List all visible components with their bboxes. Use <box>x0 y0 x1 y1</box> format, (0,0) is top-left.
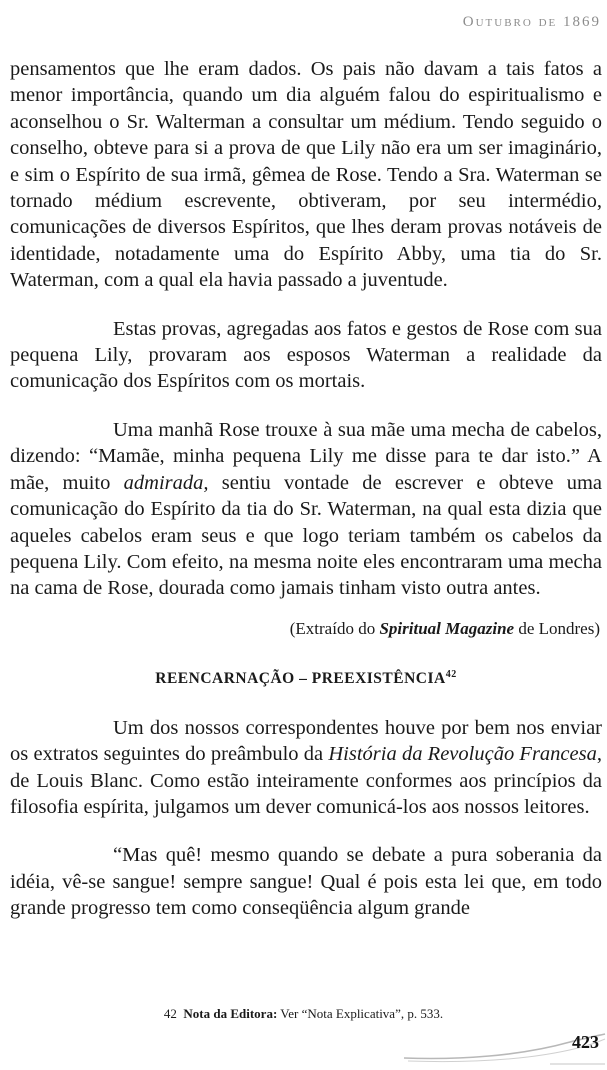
paragraph-quote: “Mas quê! mesmo quando se debate a pura soberania da idéia, vê-se sangue! sempre sangue! Qual é pois esta lei que, em todo grande progresso tem como conseqüência algum grande <box>10 844 602 920</box>
para4-italic: História da Revolução Francesa <box>328 743 597 766</box>
section-title-text: REENCARNAÇÃO – PREEXISTÊNCIA <box>155 670 446 688</box>
paragraph-correspondent <box>10 715 602 821</box>
section-title <box>10 662 602 693</box>
paragraph-proofs: Estas provas, agregadas aos fatos e gestos de Rose com sua pequena Lily, provaram aos esposos Waterman a realidade da comunicação dos Espíritos com os mortais. <box>10 317 602 393</box>
source-citation <box>10 616 602 642</box>
paragraph-lock-of-hair <box>10 417 602 602</box>
source-magazine: Spiritual Magazine <box>379 618 515 638</box>
body-text <box>10 56 602 922</box>
para3-italic: admirada, <box>123 471 209 494</box>
footnote <box>0 1006 607 1022</box>
footnote-number: 42 <box>163 1006 177 1021</box>
footnote-ref: 42 <box>445 669 457 681</box>
source-pre: (Extraído do <box>289 618 380 638</box>
footnote-text: Ver “Nota Explicativa”, p. 533. <box>277 1006 444 1021</box>
source-post: de Londres) <box>514 618 600 638</box>
para3-text-b: sentiu vontade de escrever e obteve uma comunicação do Espírito da tia do Sr. Waterman, na qual esta dizia que aqueles cabelos eram seus e que logo teriam também os cabelos da pequena Lily. Com efeito, na mesma noite eles encontraram uma mecha na cama de Rose, dourada como jamais tinham visto outra antes. <box>10 471 602 600</box>
para4-text-a: Um dos nossos correspondentes houve por bem nos enviar os extratos seguintes do preâmbulo da <box>10 716 602 766</box>
para3-text-a: Uma manhã Rose trouxe à sua mãe uma mecha de cabelos, dizendo: “Mamãe, minha pequena Lily me disse para te dar isto.” A mãe, muito <box>10 418 602 494</box>
footnote-label: Nota da Editora: <box>183 1006 278 1021</box>
paragraph-continuation: pensamentos que lhe eram dados. Os pais não davam a tais fatos a menor importância, quando um dia alguém falou do espiritualismo e aconselhou o Sr. Walterman a consultar um médium. Tendo seguido o conselho, obteve para si a prova de que Lily não era um ser imaginário, e sim o Espírito de sua irmã, gêmea de Rose. Tendo a Sra. Waterman se tornado médium escrevente, obtiveram, por seu intermédio, comunicações de diversos Espíritos, que lhes deram provas notáveis de identidade, notadamente uma do Espírito Abby, uma tia do Sr. Waterman, com a qual ela havia passado a juventude. <box>10 58 602 292</box>
para4-text-b: , de Louis Blanc. Como estão inteiramente conformes aos princípios da filosofia espírita, julgamos um dever comunicá-los aos nossos leitores. <box>10 743 602 818</box>
page-number: 423 <box>572 1032 599 1052</box>
running-head: Outubro de 1869 <box>462 14 601 30</box>
